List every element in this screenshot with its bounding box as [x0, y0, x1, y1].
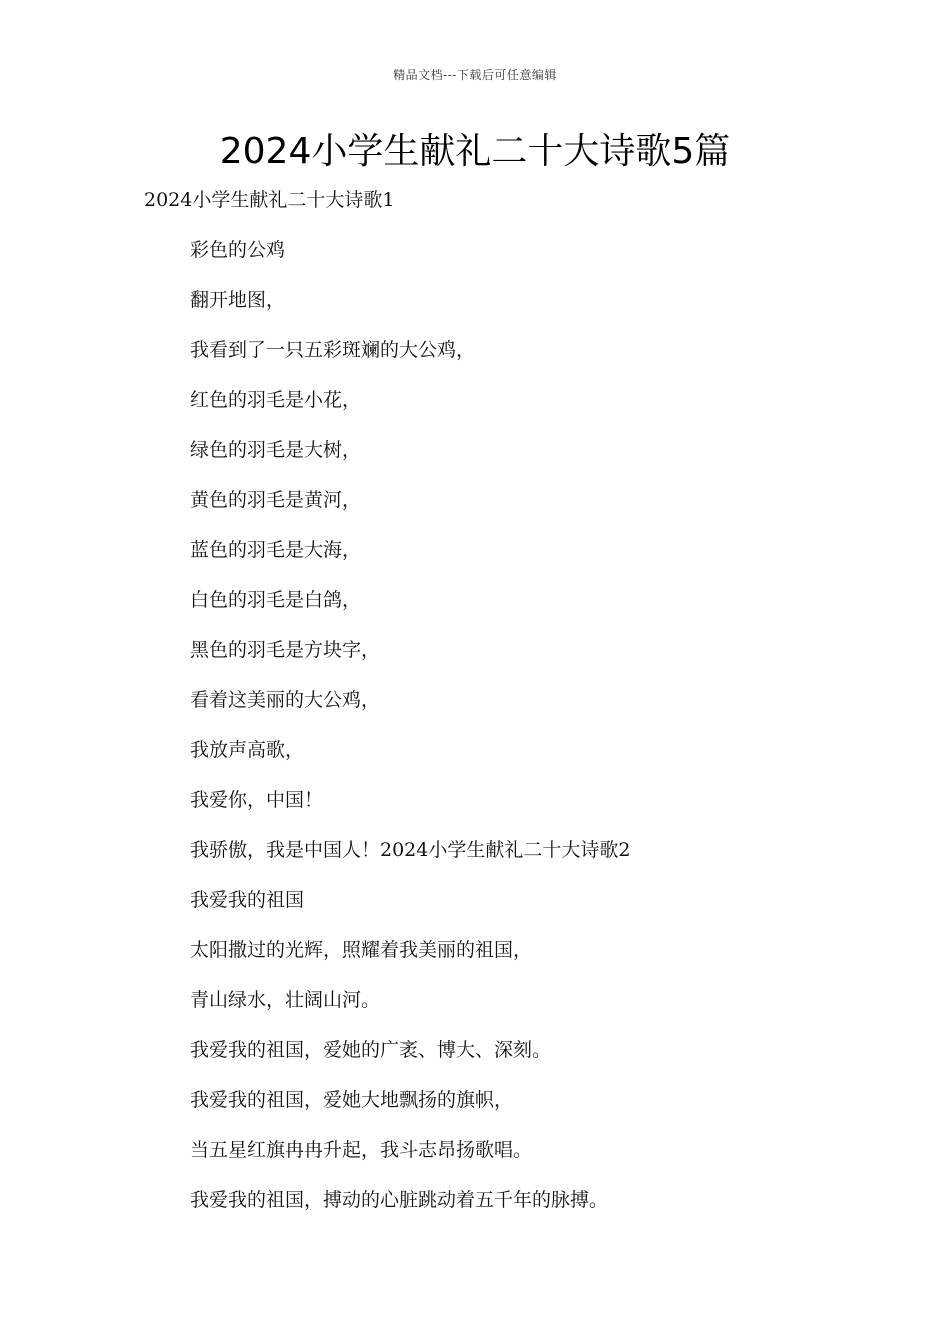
poem-line: 蓝色的羽毛是大海， — [190, 539, 362, 561]
poem-line: 我爱我的祖国，爱她的广袤、博大、深刻。 — [190, 1039, 552, 1061]
poem-line: 红色的羽毛是小花， — [190, 389, 362, 411]
poem-line: 我爱你，中国！ — [190, 789, 324, 811]
poem-line: 彩色的公鸡 — [190, 239, 286, 261]
poem-line: 绿色的羽毛是大树， — [190, 439, 362, 461]
poem-line: 我爱我的祖国，爱她大地飘扬的旗帜， — [190, 1089, 514, 1111]
poem-line: 太阳撒过的光辉，照耀着我美丽的祖国， — [190, 939, 533, 961]
poem-line: 青山绿水，壮阔山河。 — [190, 989, 381, 1011]
section-heading: 2024小学生献礼二十大诗歌1 — [144, 189, 395, 211]
poem-line: 我看到了一只五彩斑斓的大公鸡， — [190, 339, 476, 361]
poem-line: 黑色的羽毛是方块字， — [190, 639, 381, 661]
poem-line: 黄色的羽毛是黄河， — [190, 489, 362, 511]
poem-line: 我放声高歌， — [190, 739, 305, 761]
poem-line: 白色的羽毛是白鸽， — [190, 589, 362, 611]
poem-line: 我爱我的祖国，搏动的心脏跳动着五千年的脉搏。 — [190, 1189, 609, 1211]
document-title: 2024小学生献礼二十大诗歌5篇 — [219, 131, 731, 172]
poem-line: 我爱我的祖国 — [190, 889, 305, 911]
header-note: 精品文档---下载后可任意编辑 — [393, 68, 557, 82]
poem-line: 我骄傲，我是中国人！2024小学生献礼二十大诗歌2 — [190, 839, 631, 861]
poem-line: 当五星红旗冉冉升起，我斗志昂扬歌唱。 — [190, 1139, 533, 1161]
poem-line: 翻开地图， — [190, 289, 286, 311]
poem-line: 看着这美丽的大公鸡， — [190, 689, 381, 711]
poem-body — [190, 236, 890, 1236]
